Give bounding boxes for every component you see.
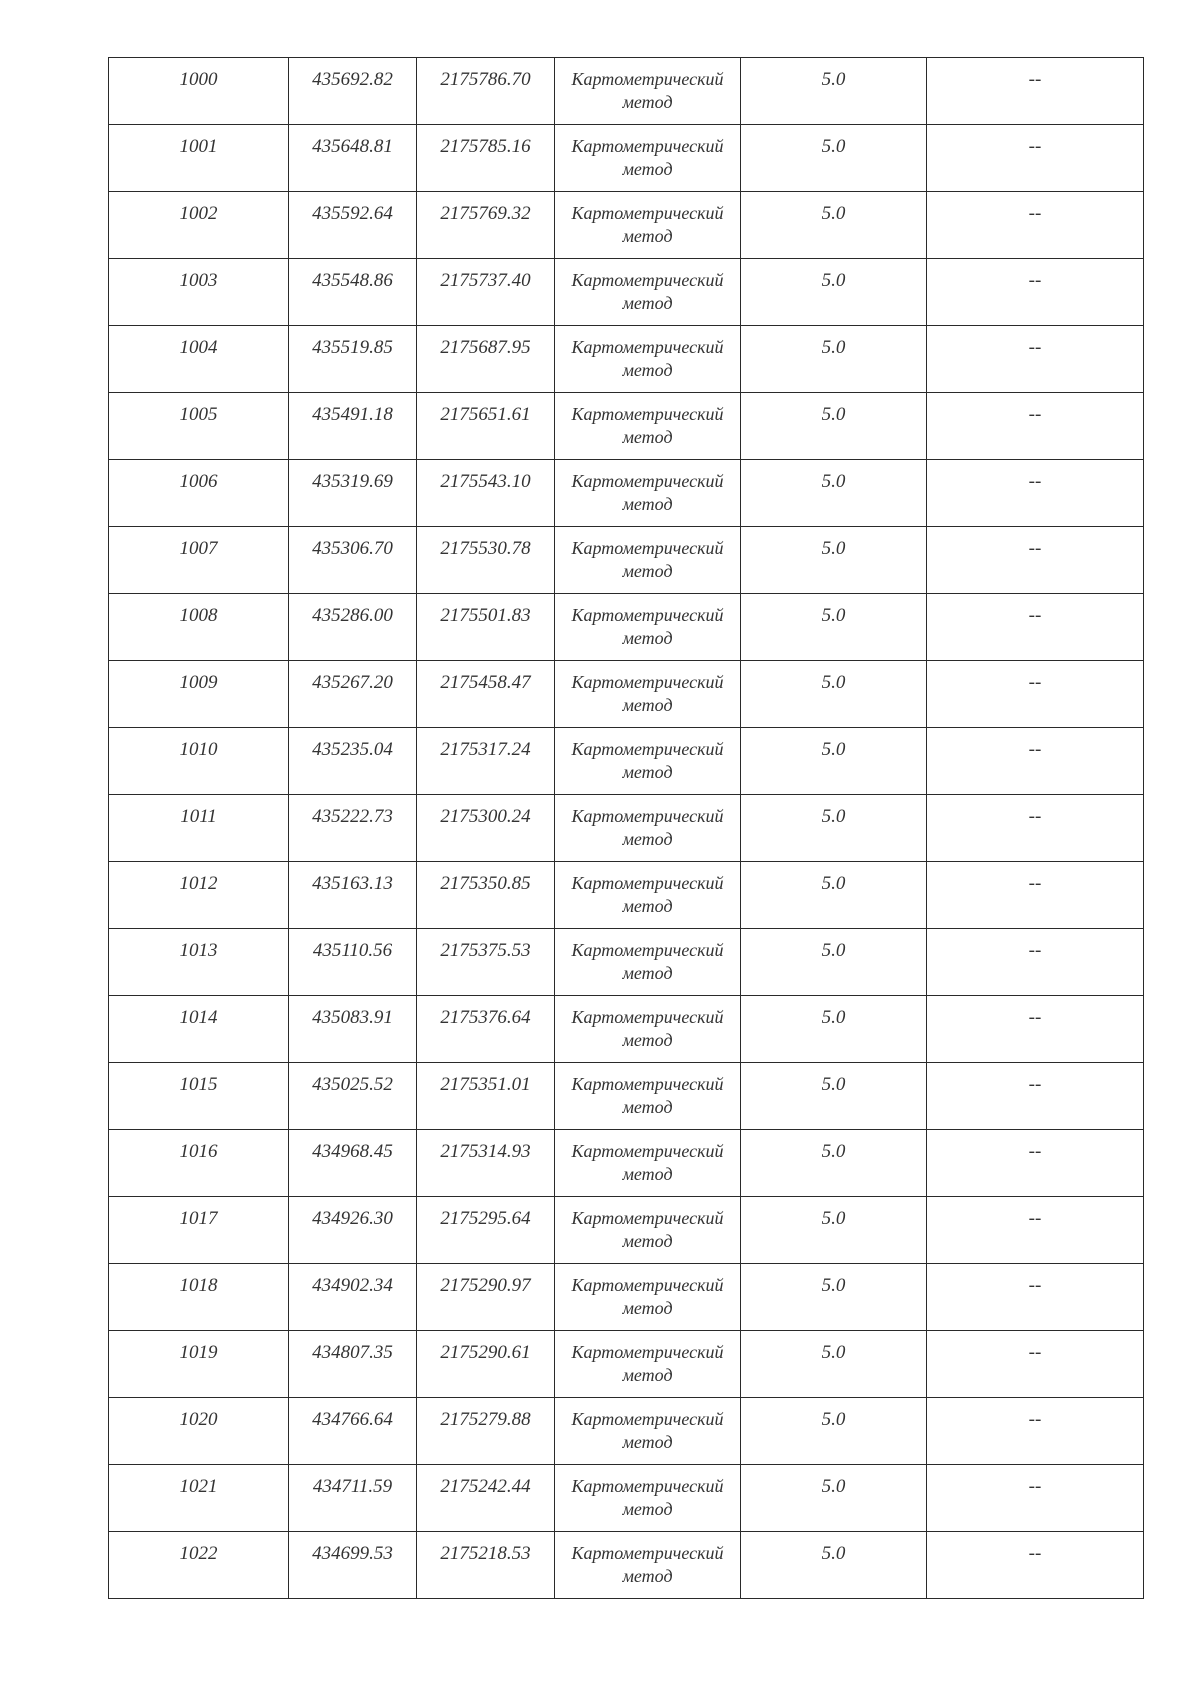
method-cell: Картометрический метод: [555, 58, 741, 125]
method-cell: Картометрический метод: [555, 192, 741, 259]
note-cell: --: [927, 326, 1144, 393]
method-cell: Картометрический метод: [555, 460, 741, 527]
method-cell: Картометрический метод: [555, 527, 741, 594]
y-coordinate-cell: 2175350.85: [417, 862, 555, 929]
note-cell: --: [927, 259, 1144, 326]
x-coordinate-cell: 434699.53: [289, 1532, 417, 1599]
x-coordinate-cell: 434766.64: [289, 1398, 417, 1465]
accuracy-cell: 5.0: [741, 661, 927, 728]
method-cell: Картометрический метод: [555, 929, 741, 996]
y-coordinate-cell: 2175242.44: [417, 1465, 555, 1532]
method-cell: Картометрический метод: [555, 728, 741, 795]
accuracy-cell: 5.0: [741, 594, 927, 661]
method-cell: Картометрический метод: [555, 594, 741, 661]
x-coordinate-cell: 434902.34: [289, 1264, 417, 1331]
point-number-cell: 1008: [109, 594, 289, 661]
table-row: [109, 1264, 1144, 1331]
point-number-cell: 1015: [109, 1063, 289, 1130]
coordinates-table: [108, 57, 1144, 1599]
point-number-cell: 1012: [109, 862, 289, 929]
note-cell: --: [927, 1465, 1144, 1532]
table-row: [109, 192, 1144, 259]
method-cell: Картометрический метод: [555, 259, 741, 326]
method-cell: Картометрический метод: [555, 1197, 741, 1264]
x-coordinate-cell: 435648.81: [289, 125, 417, 192]
point-number-cell: 1003: [109, 259, 289, 326]
y-coordinate-cell: 2175501.83: [417, 594, 555, 661]
x-coordinate-cell: 435692.82: [289, 58, 417, 125]
method-cell: Картометрический метод: [555, 1130, 741, 1197]
accuracy-cell: 5.0: [741, 1331, 927, 1398]
x-coordinate-cell: 435235.04: [289, 728, 417, 795]
table-row: [109, 795, 1144, 862]
x-coordinate-cell: 434926.30: [289, 1197, 417, 1264]
table-row: [109, 393, 1144, 460]
point-number-cell: 1007: [109, 527, 289, 594]
x-coordinate-cell: 435083.91: [289, 996, 417, 1063]
table-row: [109, 1197, 1144, 1264]
y-coordinate-cell: 2175786.70: [417, 58, 555, 125]
point-number-cell: 1001: [109, 125, 289, 192]
note-cell: --: [927, 862, 1144, 929]
note-cell: --: [927, 527, 1144, 594]
y-coordinate-cell: 2175317.24: [417, 728, 555, 795]
note-cell: --: [927, 125, 1144, 192]
method-cell: Картометрический метод: [555, 326, 741, 393]
point-number-cell: 1004: [109, 326, 289, 393]
note-cell: --: [927, 1063, 1144, 1130]
point-number-cell: 1014: [109, 996, 289, 1063]
accuracy-cell: 5.0: [741, 326, 927, 393]
x-coordinate-cell: 435548.86: [289, 259, 417, 326]
accuracy-cell: 5.0: [741, 1465, 927, 1532]
table-row: [109, 1130, 1144, 1197]
note-cell: --: [927, 1130, 1144, 1197]
y-coordinate-cell: 2175651.61: [417, 393, 555, 460]
y-coordinate-cell: 2175375.53: [417, 929, 555, 996]
point-number-cell: 1005: [109, 393, 289, 460]
point-number-cell: 1013: [109, 929, 289, 996]
note-cell: --: [927, 728, 1144, 795]
x-coordinate-cell: 434968.45: [289, 1130, 417, 1197]
y-coordinate-cell: 2175769.32: [417, 192, 555, 259]
method-cell: Картометрический метод: [555, 393, 741, 460]
note-cell: --: [927, 795, 1144, 862]
note-cell: --: [927, 1398, 1144, 1465]
note-cell: --: [927, 393, 1144, 460]
y-coordinate-cell: 2175351.01: [417, 1063, 555, 1130]
x-coordinate-cell: 435267.20: [289, 661, 417, 728]
accuracy-cell: 5.0: [741, 460, 927, 527]
y-coordinate-cell: 2175376.64: [417, 996, 555, 1063]
note-cell: --: [927, 1331, 1144, 1398]
y-coordinate-cell: 2175543.10: [417, 460, 555, 527]
method-cell: Картометрический метод: [555, 996, 741, 1063]
note-cell: --: [927, 1264, 1144, 1331]
x-coordinate-cell: 435319.69: [289, 460, 417, 527]
table-row: [109, 594, 1144, 661]
x-coordinate-cell: 435306.70: [289, 527, 417, 594]
y-coordinate-cell: 2175290.61: [417, 1331, 555, 1398]
accuracy-cell: 5.0: [741, 996, 927, 1063]
accuracy-cell: 5.0: [741, 728, 927, 795]
x-coordinate-cell: 435110.56: [289, 929, 417, 996]
method-cell: Картометрический метод: [555, 1063, 741, 1130]
y-coordinate-cell: 2175279.88: [417, 1398, 555, 1465]
note-cell: --: [927, 661, 1144, 728]
point-number-cell: 1022: [109, 1532, 289, 1599]
table-row: [109, 1063, 1144, 1130]
table-row: [109, 996, 1144, 1063]
y-coordinate-cell: 2175295.64: [417, 1197, 555, 1264]
x-coordinate-cell: 435286.00: [289, 594, 417, 661]
method-cell: Картометрический метод: [555, 125, 741, 192]
table-row: [109, 661, 1144, 728]
accuracy-cell: 5.0: [741, 1063, 927, 1130]
x-coordinate-cell: 435025.52: [289, 1063, 417, 1130]
table-row: [109, 527, 1144, 594]
method-cell: Картометрический метод: [555, 1465, 741, 1532]
note-cell: --: [927, 1532, 1144, 1599]
point-number-cell: 1002: [109, 192, 289, 259]
note-cell: --: [927, 929, 1144, 996]
x-coordinate-cell: 435592.64: [289, 192, 417, 259]
y-coordinate-cell: 2175458.47: [417, 661, 555, 728]
accuracy-cell: 5.0: [741, 1130, 927, 1197]
accuracy-cell: 5.0: [741, 393, 927, 460]
accuracy-cell: 5.0: [741, 929, 927, 996]
method-cell: Картометрический метод: [555, 1264, 741, 1331]
x-coordinate-cell: 434711.59: [289, 1465, 417, 1532]
y-coordinate-cell: 2175290.97: [417, 1264, 555, 1331]
y-coordinate-cell: 2175737.40: [417, 259, 555, 326]
note-cell: --: [927, 192, 1144, 259]
accuracy-cell: 5.0: [741, 259, 927, 326]
x-coordinate-cell: 435519.85: [289, 326, 417, 393]
accuracy-cell: 5.0: [741, 125, 927, 192]
point-number-cell: 1018: [109, 1264, 289, 1331]
accuracy-cell: 5.0: [741, 862, 927, 929]
table-row: [109, 929, 1144, 996]
method-cell: Картометрический метод: [555, 661, 741, 728]
accuracy-cell: 5.0: [741, 1264, 927, 1331]
x-coordinate-cell: 435163.13: [289, 862, 417, 929]
table-row: [109, 1331, 1144, 1398]
point-number-cell: 1019: [109, 1331, 289, 1398]
point-number-cell: 1021: [109, 1465, 289, 1532]
table-row: [109, 1465, 1144, 1532]
note-cell: --: [927, 1197, 1144, 1264]
accuracy-cell: 5.0: [741, 795, 927, 862]
accuracy-cell: 5.0: [741, 58, 927, 125]
x-coordinate-cell: 434807.35: [289, 1331, 417, 1398]
method-cell: Картометрический метод: [555, 1398, 741, 1465]
point-number-cell: 1000: [109, 58, 289, 125]
y-coordinate-cell: 2175218.53: [417, 1532, 555, 1599]
table-row: [109, 1532, 1144, 1599]
note-cell: --: [927, 58, 1144, 125]
y-coordinate-cell: 2175785.16: [417, 125, 555, 192]
note-cell: --: [927, 594, 1144, 661]
table-row: [109, 1398, 1144, 1465]
point-number-cell: 1020: [109, 1398, 289, 1465]
point-number-cell: 1011: [109, 795, 289, 862]
table-row: [109, 460, 1144, 527]
y-coordinate-cell: 2175530.78: [417, 527, 555, 594]
method-cell: Картометрический метод: [555, 1532, 741, 1599]
accuracy-cell: 5.0: [741, 527, 927, 594]
table-row: [109, 58, 1144, 125]
method-cell: Картометрический метод: [555, 1331, 741, 1398]
accuracy-cell: 5.0: [741, 1532, 927, 1599]
accuracy-cell: 5.0: [741, 192, 927, 259]
table-row: [109, 259, 1144, 326]
table-row: [109, 326, 1144, 393]
point-number-cell: 1016: [109, 1130, 289, 1197]
point-number-cell: 1017: [109, 1197, 289, 1264]
x-coordinate-cell: 435222.73: [289, 795, 417, 862]
method-cell: Картометрический метод: [555, 862, 741, 929]
point-number-cell: 1006: [109, 460, 289, 527]
point-number-cell: 1009: [109, 661, 289, 728]
method-cell: Картометрический метод: [555, 795, 741, 862]
y-coordinate-cell: 2175687.95: [417, 326, 555, 393]
point-number-cell: 1010: [109, 728, 289, 795]
table-row: [109, 125, 1144, 192]
y-coordinate-cell: 2175314.93: [417, 1130, 555, 1197]
note-cell: --: [927, 460, 1144, 527]
accuracy-cell: 5.0: [741, 1398, 927, 1465]
y-coordinate-cell: 2175300.24: [417, 795, 555, 862]
accuracy-cell: 5.0: [741, 1197, 927, 1264]
table-row: [109, 728, 1144, 795]
table-row: [109, 862, 1144, 929]
x-coordinate-cell: 435491.18: [289, 393, 417, 460]
coordinates-table-body: [109, 58, 1144, 1599]
note-cell: --: [927, 996, 1144, 1063]
